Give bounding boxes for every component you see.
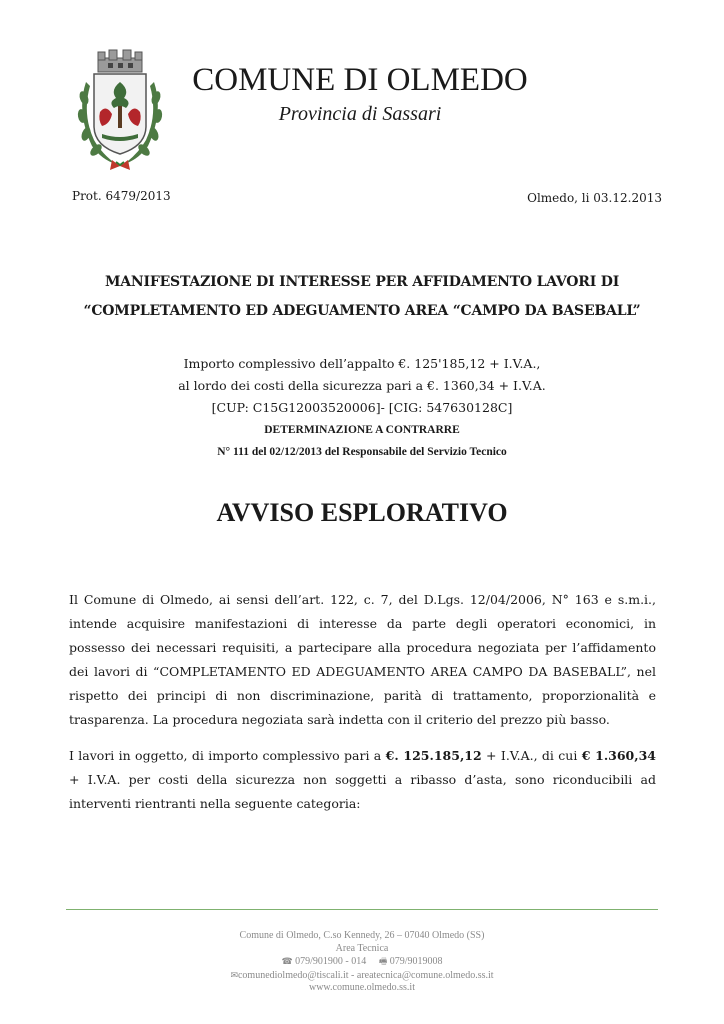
total-amount: €. 125.185,12 <box>385 748 482 763</box>
footer-phone: 079/901900 - 014 <box>295 956 367 967</box>
footer-office: Area Tecnica <box>335 942 389 954</box>
footer-contacts <box>40 955 684 969</box>
paragraph-2-text: + I.V.A., di cui <box>481 748 582 763</box>
municipal-crest-logo <box>72 42 168 174</box>
cup-cig-codes: [CUP: C15G12003520006]- [CIG: 547630128C] <box>211 400 513 415</box>
body-paragraph-2 <box>69 744 656 816</box>
envelope-icon: ✉ <box>230 969 238 980</box>
document-title-line-1: MANIFESTAZIONE DI INTERESSE PER AFFIDAMENTO LAVORI DI <box>104 274 620 290</box>
fax-icon: 🖷 <box>378 956 388 966</box>
telephone-icon: ☎ <box>281 956 293 966</box>
safety-costs: al lordo dei costi della sicurezza pari a €. 1360,34 + I.V.A. <box>178 378 546 393</box>
footer <box>40 930 684 995</box>
protocol-number: Prot. 6479/2013 <box>72 189 171 203</box>
determination-reference: N° 111 del 02/12/2013 del Responsabile del Servizio Tecnico <box>217 446 507 458</box>
province-name: Provincia di Sassari <box>278 103 442 125</box>
contract-amount: Importo complessivo dell’appalto €. 125'185,12 + I.V.A., <box>183 356 541 371</box>
footer-emails-row <box>40 969 684 983</box>
paragraph-2-text: I lavori in oggetto, di importo complessivo pari a <box>69 748 386 763</box>
footer-website[interactable]: www.comune.olmedo.ss.it <box>308 982 415 993</box>
crown-icon <box>98 50 142 72</box>
notice-heading: AVVISO ESPLORATIVO <box>216 498 508 527</box>
municipality-name: COMUNE DI OLMEDO <box>192 62 528 98</box>
footer-fax: 079/9019008 <box>389 956 443 967</box>
contract-info-block <box>40 353 684 463</box>
footer-divider <box>66 909 658 910</box>
document-title-line-2: “COMPLETAMENTO ED ADEGUAMENTO AREA “CAMPO DA BASEBALL” <box>83 303 641 319</box>
paragraph-2-text: + I.V.A. per costi della sicurezza non soggetti a ribasso d’asta, sono riconducibili ad interventi rientranti nella seguente categoria: <box>69 772 656 811</box>
determination-heading: DETERMINAZIONE A CONTRARRE <box>264 424 460 436</box>
document-date: Olmedo, li 03.12.2013 <box>527 191 662 205</box>
footer-address: Comune di Olmedo, C.so Kennedy, 26 – 07040 Olmedo (SS) <box>239 930 485 941</box>
body-paragraph-1: Il Comune di Olmedo, ai sensi dell’art. 122, c. 7, del D.Lgs. 12/04/2006, N° 163 e s.m.i., intende acquisire manifestazioni di interesse da parte degli operatori economici, in possesso dei necessari requisiti, a partecipare alla procedura negoziata per l’affidamento dei lavori di “COMPLETAMENTO ED ADEGUAMENTO AREA CAMPO DA BASEBALL”, nel rispetto dei principi di non discriminazione, parità di trattamento, proporzionalità e trasparenza. La procedura negoziata sarà indetta con il criterio del prezzo più basso. <box>69 592 656 727</box>
safety-amount: € 1.360,34 <box>581 748 657 763</box>
footer-emails[interactable]: comunediolmedo@tiscali.it - areatecnica@comune.olmedo.ss.it <box>237 969 494 981</box>
